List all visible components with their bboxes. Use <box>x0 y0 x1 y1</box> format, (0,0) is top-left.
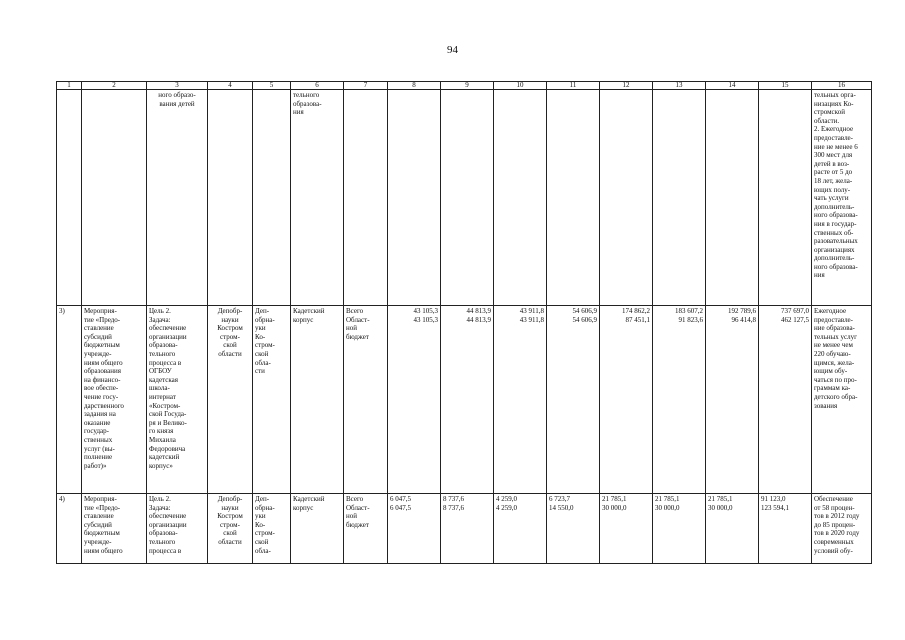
header-row <box>57 82 872 90</box>
col-header: 16 <box>812 82 872 90</box>
department-cell: Депобр- науки Костром стром- ской области <box>208 306 253 494</box>
table-row <box>57 494 872 564</box>
amount-cell: 44 813,9 44 813,9 <box>441 306 494 494</box>
col-header: 5 <box>253 82 291 90</box>
col-header: 13 <box>653 82 706 90</box>
performer-cell: Кадетский корпус <box>291 494 344 564</box>
col-header: 12 <box>600 82 653 90</box>
goal-cell: ного образо- вания детей <box>147 90 208 306</box>
amount-cell: 6 047,5 6 047,5 <box>388 494 441 564</box>
col-header: 3 <box>147 82 208 90</box>
amount-cell: 174 862,2 87 451,1 <box>600 306 653 494</box>
amount-cell: 21 785,1 30 000,0 <box>600 494 653 564</box>
col-header: 7 <box>344 82 388 90</box>
col-header: 9 <box>441 82 494 90</box>
col-header: 2 <box>82 82 147 90</box>
coordinator-cell: Деп- обрна- уки Ко- стром- ской обла- сти <box>253 306 291 494</box>
amount-cell: 183 607,2 91 823,6 <box>653 306 706 494</box>
amount-cell: 91 123,0 123 594,1 <box>759 494 812 564</box>
col-header: 4 <box>208 82 253 90</box>
amount-cell: 6 723,7 14 550,0 <box>547 494 600 564</box>
amount-cell: 54 606,9 54 606,9 <box>547 306 600 494</box>
goal-cell: Цель 2. Задача: обеспечение организации образова- тельного процесса в <box>147 494 208 564</box>
col-header: 14 <box>706 82 759 90</box>
col-header: 8 <box>388 82 441 90</box>
source-cell: Всего Област- ной бюджет <box>344 494 388 564</box>
goal-cell: Цель 2. Задача: обеспечение организации образова- тельного процесса в ОГБОУ кадетская школа- интернат «Костром- ской Госуда- ря и Велико- го князя Михаила Федоровича кадетский корпус» <box>147 306 208 494</box>
col-header: 1 <box>57 82 82 90</box>
col-header: 15 <box>759 82 812 90</box>
row-number: 4) <box>57 494 82 564</box>
table-row <box>57 306 872 494</box>
col-header: 10 <box>494 82 547 90</box>
amount-cell: 737 697,0 462 127,5 <box>759 306 812 494</box>
amount-cell: 21 785,1 30 000,0 <box>706 494 759 564</box>
result-cell: тельных орга- низациях Ко- стромской области. 2. Ежегодное предоставле- ние не менее 6 300 мест для детей в воз- расте от 5 до 18 лет, жела- ющих полу- чать услуги дополнитель- ного образова- ния в государ- ственных об- разовательных организациях дополнитель- ного образова- ния <box>812 90 872 306</box>
page-number: 94 <box>447 44 458 56</box>
result-cell: Обеспечение от 58 процен- тов в 2012 году до 85 процен- тов в 2020 году современных условий обу- <box>812 494 872 564</box>
performer-cell: Кадетский корпус <box>291 306 344 494</box>
program-table <box>56 81 872 564</box>
activity-cell: Мероприя- тие «Предо- ставление субсидий бюджетным учрежде- ниям общего <box>82 494 147 564</box>
amount-cell: 4 259,0 4 259,0 <box>494 494 547 564</box>
amount-cell: 8 737,6 8 737,6 <box>441 494 494 564</box>
amount-cell: 21 785,1 30 000,0 <box>653 494 706 564</box>
amount-cell: 43 911,8 43 911,8 <box>494 306 547 494</box>
activity-cell: Мероприя- тие «Предо- ставление субсидий бюджетным учрежде- ниям общего образования на финансо- вое обеспе- чение госу- дарственного задания на оказание государ- ственных услуг (вы- полнение работ)» <box>82 306 147 494</box>
performer-cell: тельного образова- ния <box>291 90 344 306</box>
coordinator-cell: Деп- обрна- уки Ко- стром- ской обла- <box>253 494 291 564</box>
result-cell: Ежегодное предоставле- ние образова- тельных услуг не менее чем 220 обучаю- щимся, жела- ющим обу- чаться по про- граммам ка- детского обра- зования <box>812 306 872 494</box>
department-cell: Депобр- науки Костром стром- ской области <box>208 494 253 564</box>
amount-cell: 43 105,3 43 105,3 <box>388 306 441 494</box>
amount-cell: 192 789,6 96 414,8 <box>706 306 759 494</box>
source-cell: Всего Област- ной бюджет <box>344 306 388 494</box>
col-header: 11 <box>547 82 600 90</box>
row-number: 3) <box>57 306 82 494</box>
table-row <box>57 90 872 306</box>
col-header: 6 <box>291 82 344 90</box>
